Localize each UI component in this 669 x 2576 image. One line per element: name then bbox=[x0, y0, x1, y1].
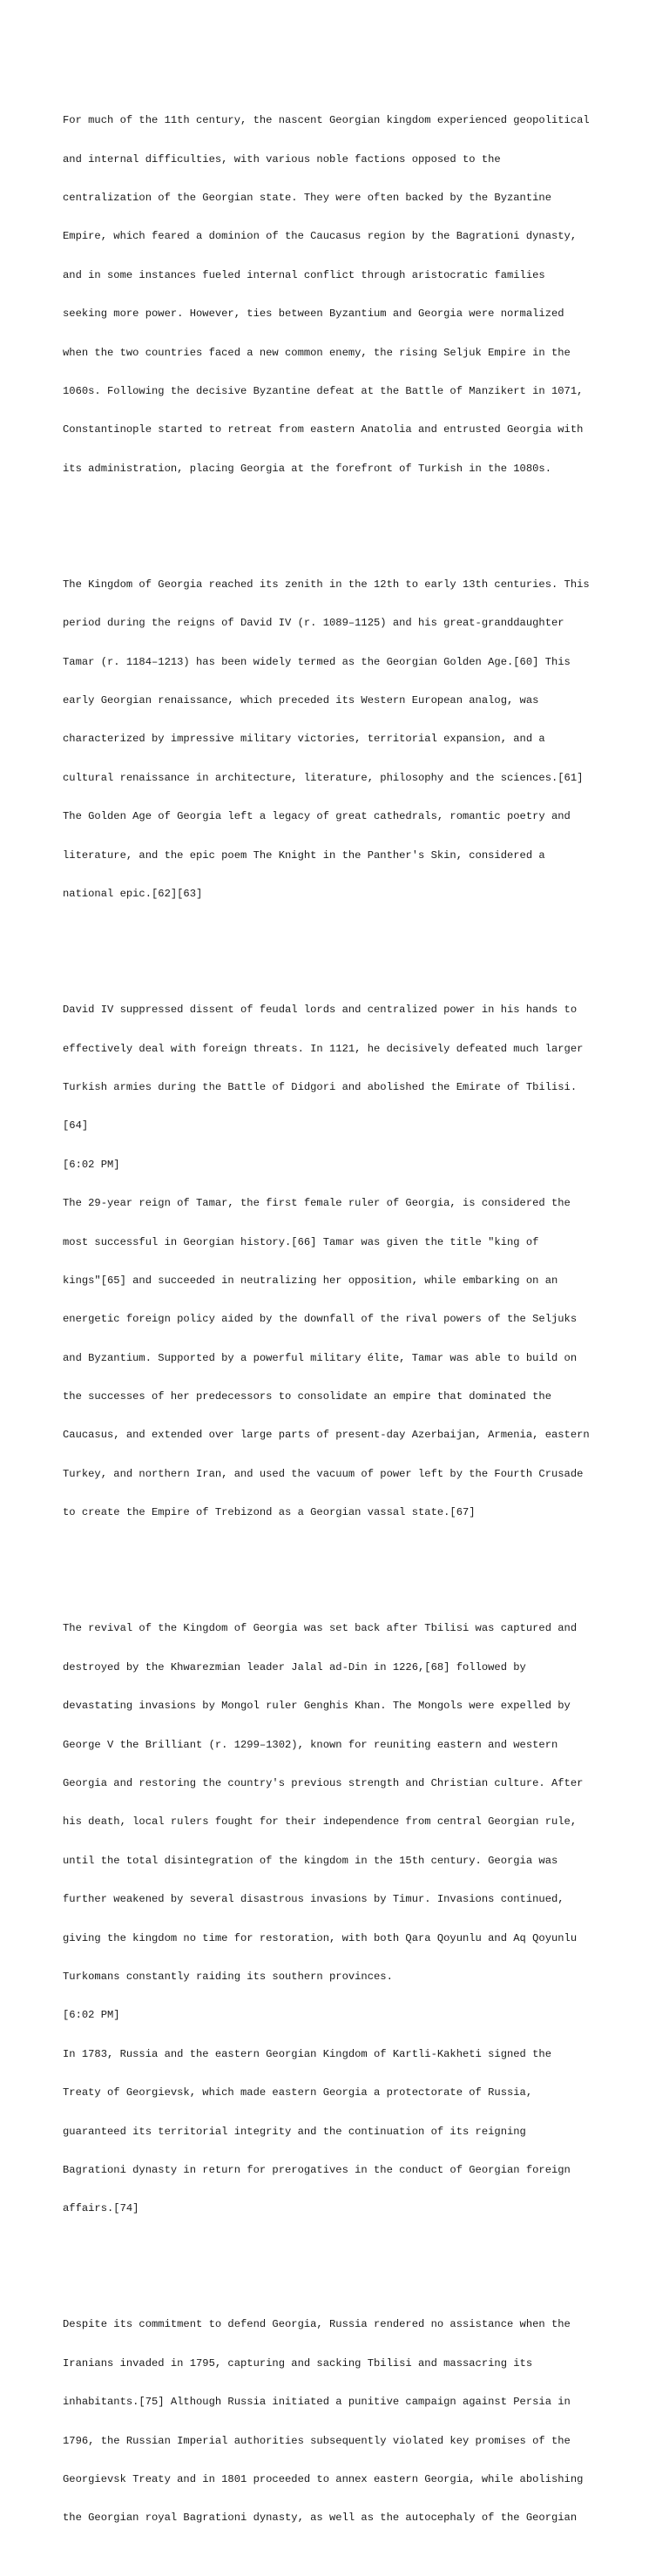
text-line: Iranians invaded in 1795, capturing and sacking Tbilisi and massacring its bbox=[63, 2356, 533, 2370]
text-line: Georgia and restoring the country's previous strength and Christian culture. After bbox=[63, 1776, 584, 1789]
text-line: The Kingdom of Georgia reached its zenith in the 12th to early 13th centuries. This bbox=[63, 578, 590, 591]
text-line: Turkish armies during the Battle of Didgori and abolished the Emirate of Tbilisi. bbox=[63, 1080, 578, 1093]
text-line: and Byzantium. Supported by a powerful military élite, Tamar was able to build on bbox=[63, 1351, 578, 1364]
text-line: to create the Empire of Trebizond as a Georgian vassal state.[67] bbox=[63, 1506, 476, 1519]
text-line: when the two countries faced a new common enemy, the rising Seljuk Empire in the bbox=[63, 346, 571, 359]
text-line: national epic.[62][63] bbox=[63, 888, 203, 900]
text-line: Turkey, and northern Iran, and used the vacuum of power left by the Fourth Crusade bbox=[63, 1467, 584, 1480]
text-line: Treaty of Georgievsk, which made eastern Georgia a protectorate of Russia, bbox=[63, 2086, 533, 2099]
text-line: the Georgian royal Bagrationi dynasty, as well as the autocephaly of the Georgian bbox=[63, 2512, 578, 2525]
text-line: energetic foreign policy aided by the downfall of the rival powers of the Seljuks bbox=[63, 1313, 578, 1326]
text-line: its administration, placing Georgia at the forefront of Turkish in the 1080s. bbox=[63, 462, 551, 475]
text-line: In 1783, Russia and the eastern Georgian Kingdom of Kartli-Kakheti signed the bbox=[63, 2047, 551, 2060]
text-line: For much of the 11th century, the nascent Georgian kingdom experienced geopolitical bbox=[63, 114, 590, 127]
text-line: devastating invasions by Mongol ruler Genghis Khan. The Mongols were expelled by bbox=[63, 1700, 571, 1713]
text-line: Caucasus, and extended over large parts of present-day Azerbaijan, Armenia, eastern bbox=[63, 1429, 590, 1442]
text-line: The 29-year reign of Tamar, the first female ruler of Georgia, is considered the bbox=[63, 1197, 571, 1210]
text-line: affairs.[74] bbox=[63, 2202, 139, 2215]
text-line: until the total disintegration of the kingdom in the 15th century. Georgia was bbox=[63, 1854, 558, 1867]
text-line: Empire, which feared a dominion of the Caucasus region by the Bagrationi dynasty, bbox=[63, 230, 578, 243]
citation-line: [64] bbox=[63, 1119, 89, 1132]
text-line: literature, and the epic poem The Knight in the Panther's Skin, considered a bbox=[63, 849, 545, 862]
text-line: and internal difficulties, with various noble factions opposed to the bbox=[63, 152, 501, 166]
text-line: early Georgian renaissance, which preceded its Western European analog, was bbox=[63, 694, 539, 707]
text-line: most successful in Georgian history.[66] Tamar was given the title "king of bbox=[63, 1235, 539, 1248]
text-line: seeking more power. However, ties between Byzantium and Georgia were normalized bbox=[63, 308, 564, 321]
paragraph-1 bbox=[63, 89, 620, 502]
text-line: Bagrationi dynasty in return for prerogatives in the conduct of Georgian foreign bbox=[63, 2163, 571, 2176]
text-line: his death, local rulers fought for their independence from central Georgian rule, bbox=[63, 1815, 578, 1829]
text-line: Turkomans constantly raiding its southern provinces. bbox=[63, 1970, 393, 1983]
timestamp-line: [6:02 PM] bbox=[63, 1158, 120, 1171]
text-line: cultural renaissance in architecture, literature, philosophy and the sciences.[61] bbox=[63, 771, 584, 784]
text-line: centralization of the Georgian state. They were often backed by the Byzantine bbox=[63, 191, 551, 204]
text-line: effectively deal with foreign threats. In 1121, he decisively defeated much larger bbox=[63, 1042, 584, 1055]
text-line: characterized by impressive military victories, territorial expansion, and a bbox=[63, 733, 545, 746]
paragraph-2 bbox=[63, 552, 620, 926]
text-line: 1060s. Following the decisive Byzantine defeat at the Battle of Manzikert in 1071, bbox=[63, 384, 584, 397]
text-line: The revival of the Kingdom of Georgia was set back after Tbilisi was captured and bbox=[63, 1622, 578, 1635]
text-line: The Golden Age of Georgia left a legacy of great cathedrals, romantic poetry and bbox=[63, 810, 571, 823]
text-line: Constantinople started to retreat from eastern Anatolia and entrusted Georgia with bbox=[63, 423, 584, 436]
text-line: the successes of her predecessors to consolidate an empire that dominated the bbox=[63, 1390, 551, 1403]
text-line: guaranteed its territorial integrity and the continuation of its reigning bbox=[63, 2125, 526, 2138]
text-line: giving the kingdom no time for restoration, with both Qara Qoyunlu and Aq Qoyunlu bbox=[63, 1931, 578, 1944]
text-line: inhabitants.[75] Although Russia initiated a punitive campaign against Persia in bbox=[63, 2396, 571, 2409]
text-line: destroyed by the Khwarezmian leader Jalal ad-Din in 1226,[68] followed by bbox=[63, 1660, 526, 1673]
paragraph-3 bbox=[63, 978, 620, 1545]
text-line: and in some instances fueled internal conflict through aristocratic families bbox=[63, 268, 545, 281]
text-line: Despite its commitment to defend Georgia, Russia rendered no assistance when the bbox=[63, 2318, 571, 2331]
document-page bbox=[63, 63, 620, 2576]
text-line: further weakened by several disastrous invasions by Timur. Invasions continued, bbox=[63, 1893, 564, 1906]
text-line: Georgievsk Treaty and in 1801 proceeded to annex eastern Georgia, while abolishing bbox=[63, 2473, 584, 2486]
text-line: George V the Brilliant (r. 1299–1302), known for reuniting eastern and western bbox=[63, 1738, 558, 1751]
paragraph-4 bbox=[63, 1597, 620, 2241]
text-line: kings"[65] and succeeded in neutralizing her opposition, while embarking on an bbox=[63, 1274, 558, 1287]
text-line: period during the reigns of David IV (r. 1089–1125) and his great-granddaughter bbox=[63, 617, 564, 630]
timestamp-line: [6:02 PM] bbox=[63, 2009, 120, 2022]
text-line: Tamar (r. 1184–1213) has been widely termed as the Georgian Golden Age.[60] This bbox=[63, 655, 571, 668]
paragraph-5 bbox=[63, 2293, 620, 2551]
text-line: 1796, the Russian Imperial authorities subsequently violated key promises of the bbox=[63, 2434, 571, 2447]
text-line: David IV suppressed dissent of feudal lords and centralized power in his hands to bbox=[63, 1004, 578, 1017]
